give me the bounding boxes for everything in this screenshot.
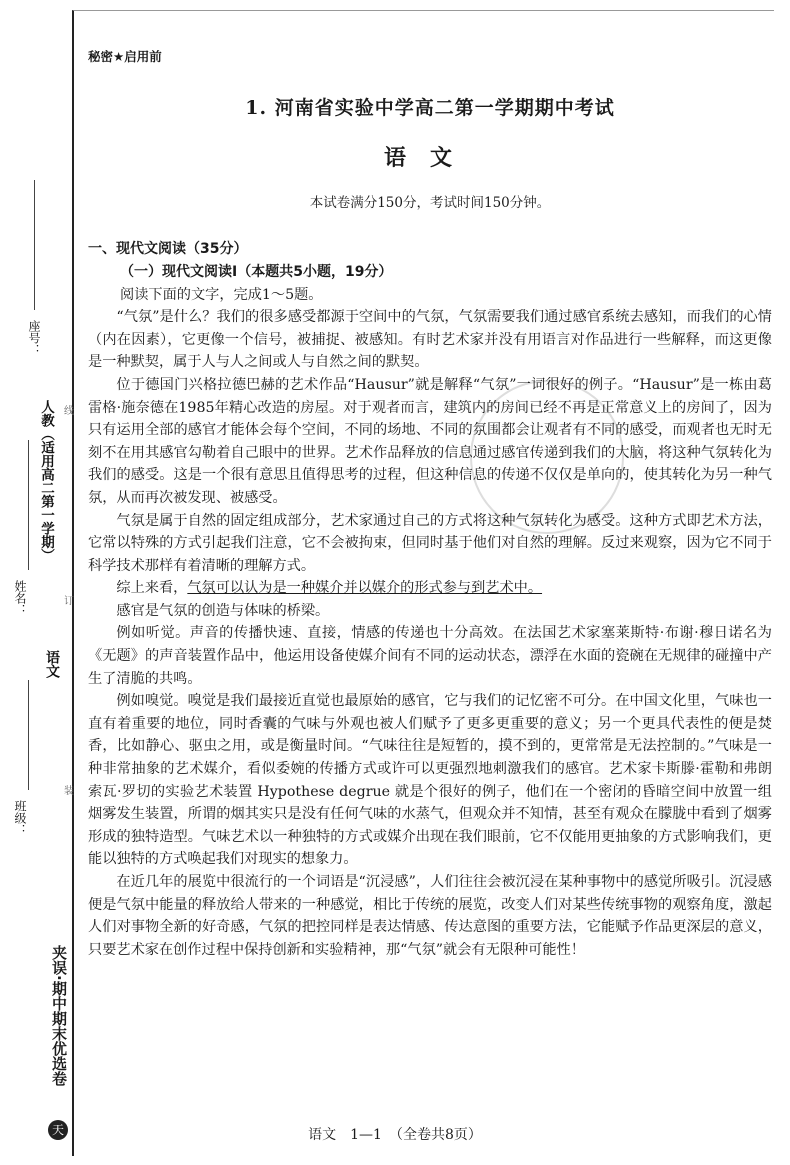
paragraph: 位于德国门兴格拉德巴赫的艺术作品“Hausur”就是解释“气氛”一词很好的例子。“Hausur”是一栋由葛雷格·施奈德在1985年精心改造的房屋。对于观者而言，建筑内的房间已经不再是正常意义上的房间了，因为只有运用全部的感官才能体会每个空间，不同的场地、不同的氛围都会让观者有不同的感受，而观者也无时无刻不在用其感官勾勒着自己眼中的世界。艺术作品释放的信息通过感官传递到我们的大脑，将这种气氛转化为我们的感受。这是一个很有意思且值得思考的过程，但这种信息的传递不仅仅是单向的，使其转化为另一种气氛，从而再次被发现、被感受。 — [88, 376, 772, 506]
page-footer: 语文 1—1 （全卷共8页） — [308, 1127, 482, 1143]
exam-content — [88, 46, 772, 961]
summary-prefix: 综上来看， — [116, 580, 188, 597]
summary-paragraph — [88, 577, 772, 600]
paragraph: “气氛”是什么？我们的很多感受都源于空间中的气氛，气氛需要我们通过感官系统去感知，而我们的心情（内在因素），它更像一个信号，被捕捉、被感知。有时艺术家并没有用语言对作品进行一些解释，而这更像是一种默契，属于人与人之间或人与自然之间的默契。 — [88, 309, 772, 371]
cut-mark-fold: 装 — [64, 786, 74, 797]
exam-title: 1. 河南省实验中学高二第一学期期中考试 — [245, 96, 615, 119]
name-line — [28, 440, 29, 570]
edition-label: 人教（适用高二第一学期） — [38, 400, 54, 562]
brand-logo-icon: 天 — [48, 1120, 68, 1140]
cut-mark-line: 线 — [64, 406, 74, 417]
subsection-heading: （一）现代文阅读Ⅰ（本题共5小题，19分） — [120, 263, 393, 280]
subject-label: 语文 — [44, 650, 60, 678]
summary-underlined: 气氛可以认为是一种媒介并以媒介的形式参与到艺术中。 — [187, 580, 543, 597]
exam-note: 本试卷满分150分，考试时间150分钟。 — [309, 194, 551, 211]
seat-line — [34, 180, 35, 310]
binding-margin — [0, 0, 72, 1163]
class-line — [28, 680, 29, 790]
instruction: 阅读下面的文字，完成1～5题。 — [120, 286, 323, 303]
paragraph: 感官是气氛的创造与体味的桥梁。 — [116, 602, 330, 619]
paragraph: 气氛是属于自然的固定组成部分，艺术家通过自己的方式将这种气氛转化为感受。这种方式即艺术方法，它常以特殊的方式引起我们注意，它不会被拘束，但同时基于他们对自然的理解。反过来观察，因为它不同于科学技术那样有着清晰的理解方式。 — [88, 512, 772, 574]
class-label: 班级： — [13, 800, 27, 836]
cut-mark-bind: 订 — [64, 596, 74, 607]
paragraph: 在近几年的展览中很流行的一个词语是“沉浸感”，人们往往会被沉浸在某种事物中的感觉所吸引。沉浸感便是气氛中能量的释放给人带来的一种感觉，相比于传统的展览，改变人们对某些传统事物的观察角度，激起人们对事物全新的好奇感，气氛的把控同样是表达情感、传达意图的重要方法，它能赋予作品更深层的意义，只要艺术家在创作过程中保持创新和实验精神，那“气氛”就会有无限种可能性！ — [88, 874, 772, 958]
section-heading: 一、现代文阅读（35分） — [88, 241, 248, 258]
paragraph: 例如嗅觉。嗅觉是我们最接近直觉也最原始的感官，它与我们的记忆密不可分。在中国文化里，气味也一直有着重要的地位，同时香囊的气味与外观也被人们赋予了更多更重要的意义；另一个更具代表性的便是焚香，比如静心、驱虫之用，或是衡量时间。“气味往往是短暂的，摸不到的，更常常是无法控制的。”气味是一种非常抽象的艺术媒介，看似委婉的传播方式或许可以更强烈地刺激我们的感官。艺术家卡斯滕·霍勒和弗朗索瓦·罗切的实验艺术装置 Hypothese degrue 就是个很好的例子，他们在一个密闭的昏暗空间中放置一组烟雾发生装置，所谓的烟其实只是没有任何气味的水蒸气，但观众并不知情，甚至有观众在朦胧中看到了烟雾形成的独特造型。气味艺术以一种独特的方式或媒介出现在我们眼前，它不仅能用更抽象的方式影响我们，更能以独特的方式唤起我们对现实的想象力。 — [88, 693, 772, 868]
paragraph: 例如听觉。声音的传播快速、直接，情感的传递也十分高效。在法国艺术家塞莱斯特·布谢·穆日诺名为《无题》的声音装置作品中，他运用设备使媒介间有不同的运动状态，漂浮在水面的瓷碗在无规律的碰撞中产生了清脆的共鸣。 — [88, 625, 772, 687]
seat-label: 座号： — [27, 320, 41, 356]
name-label: 姓名： — [13, 580, 27, 616]
brand-name: 夹误·期中期末优选卷 — [50, 945, 68, 1086]
subject-title: 语文 — [383, 145, 476, 172]
secret-mark: 秘密★启用前 — [88, 49, 162, 64]
